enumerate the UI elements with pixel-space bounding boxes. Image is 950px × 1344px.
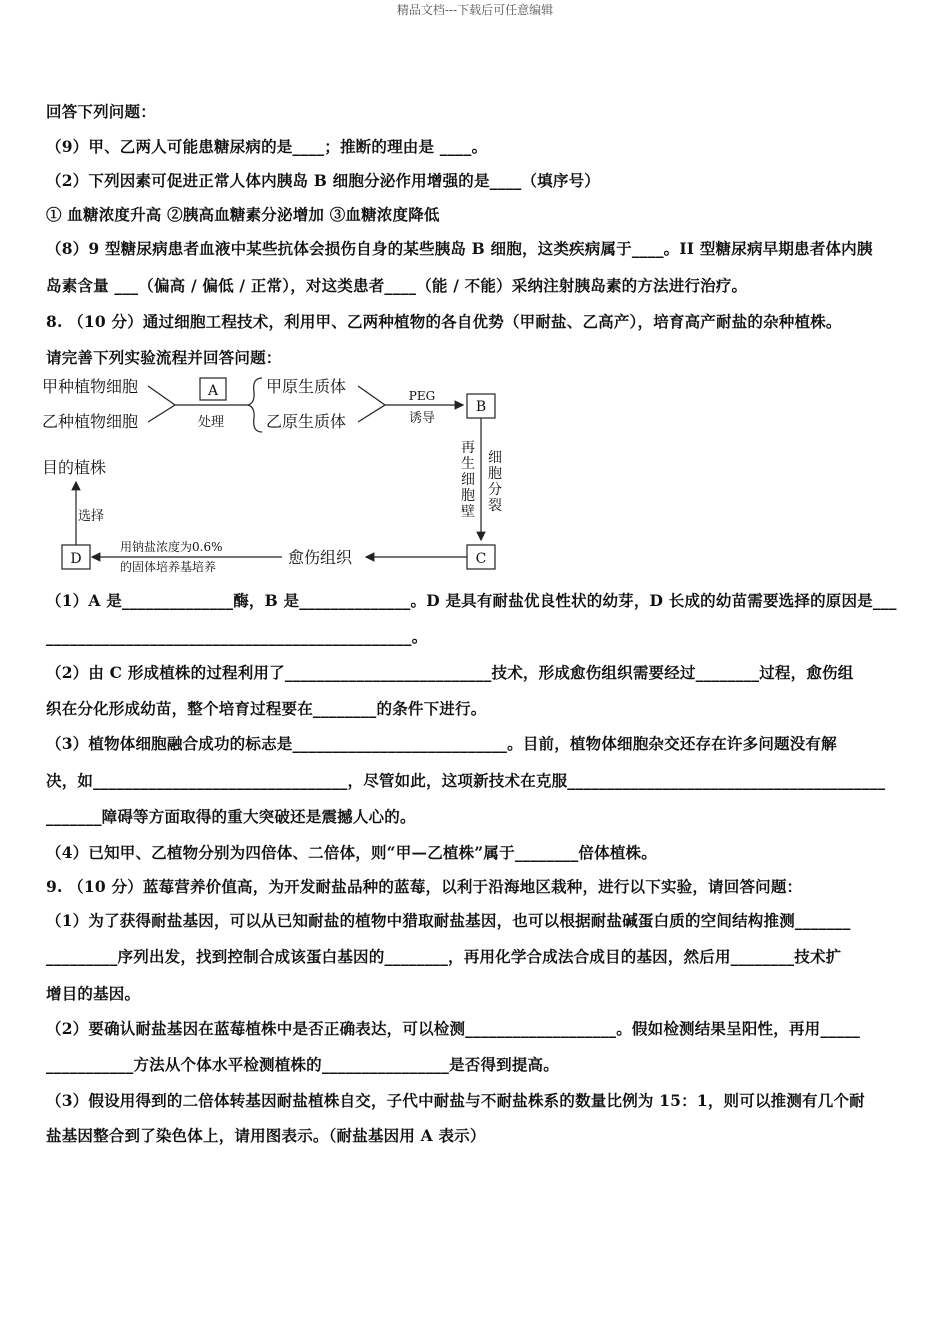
vertical-char: 分 [488, 482, 502, 498]
vertical-char: 生 [461, 456, 475, 472]
text-line: （2）由 C 形成植株的过程利用了__________________________技术，形成愈伤组织需要经过________过程，愈伤组 [46, 663, 854, 682]
cell-division-label [488, 450, 502, 514]
text-line: （8）9 型糖尿病患者血液中某些抗体会损伤自身的某些胰岛 B 细胞，这类疾病属于____。II 型糖尿病早期患者体内胰 [46, 239, 873, 258]
text-line: ______________________________________________。 [46, 627, 428, 646]
text-line: 织在分化形成幼苗，整个培育过程要在________的条件下进行。 [46, 699, 487, 718]
vertical-char: 细 [461, 472, 475, 488]
box-d-label: D [70, 551, 82, 567]
text-line: 决，如________________________________，尽管如此，这项新技术在克服________________________________________ [46, 771, 886, 790]
vertical-char: 细 [488, 450, 502, 466]
text-line: （4）已知甲、乙植物分别为四倍体、二倍体，则“甲—乙植株”属于________倍体植株。 [46, 843, 657, 862]
medium-label-1: 用钠盐浓度为0.6% [120, 540, 223, 554]
page-header: 精品文档---下载后可任意编辑 [396, 3, 554, 17]
regenerate-cell-wall-label [461, 440, 475, 520]
text-line: _________序列出发，找到控制合成该蛋白基因的________，再用化学合成法合成目的基因，然后用________技术扩 [46, 947, 842, 966]
text-line: 盐基因整合到了染色体上，请用图表示。（耐盐基因用 A 表示） [46, 1126, 486, 1145]
plant-a-cells: 甲种植物细胞 [42, 377, 139, 396]
box-b-label: B [475, 399, 487, 415]
induce-label: 诱导 [408, 411, 436, 426]
text-line: 8. （10 分）通过细胞工程技术，利用甲、乙两种植物的各自优势（甲耐盐、乙高产），培育高产耐盐的杂种植株。 [46, 312, 842, 331]
vertical-char: 胞 [488, 466, 502, 482]
experiment-flow-diagram [40, 370, 510, 585]
text-line: 岛素含量 ___（偏高 / 偏低 / 正常），对这类患者____（能 / 不能）采纳注射胰岛素的方法进行治疗。 [46, 276, 748, 295]
text-line: 9. （10 分）蓝莓营养价值高，为开发耐盐品种的蓝莓，以利于沿海地区栽种，进行以下实验，请回答问题： [46, 877, 803, 896]
text-line: 增目的基因。 [46, 984, 141, 1003]
text-line: （2）下列因素可促进正常人体内胰岛 B 细胞分泌作用增强的是____（填序号） [46, 171, 600, 190]
box-c-label: C [475, 551, 487, 567]
text-line: 请完善下列实验流程并回答问题： [46, 348, 282, 367]
target-plant-label: 目的植株 [42, 458, 107, 477]
text-line: （9）甲、乙两人可能患糖尿病的是____；推断的理由是 ____。 [46, 137, 488, 156]
vertical-char: 裂 [488, 498, 502, 514]
vertical-char: 胞 [461, 488, 475, 504]
treat-label: 处理 [197, 415, 225, 430]
vertical-char: 壁 [461, 504, 475, 520]
text-line: （3）植物体细胞融合成功的标志是___________________________。目前，植物体细胞杂交还存在许多问题没有解 [46, 734, 837, 753]
text-line: ___________方法从个体水平检测植株的________________是否得到提高。 [46, 1055, 559, 1074]
text-line: （1）为了获得耐盐基因，可以从已知耐盐的植物中猎取耐盐基因，也可以根据耐盐碱蛋白质的空间结构推测_______ [46, 911, 851, 930]
text-line: _______障碍等方面取得的重大突破还是震撼人心的。 [46, 807, 416, 826]
medium-label-2: 的固体培养基培养 [120, 560, 217, 574]
text-line: ① 血糖浓度升高 ②胰高血糖素分泌增加 ③血糖浓度降低 [46, 205, 440, 224]
text-line: （1）A 是______________酶，B 是______________。D 是具有耐盐优良性状的幼芽，D 长成的幼苗需要选择的原因是___ [46, 591, 897, 610]
peg-label: PEG [408, 389, 436, 403]
text-line: （3）假设用得到的二倍体转基因耐盐植株自交，子代中耐盐与不耐盐株系的数量比例为 15：1，则可以推测有几个耐 [46, 1091, 865, 1110]
select-label: 选择 [78, 509, 105, 524]
callus-label: 愈伤组织 [288, 548, 353, 567]
protoplast-b: 乙原生质体 [266, 412, 347, 431]
vertical-char: 再 [461, 440, 475, 456]
plant-b-cells: 乙种植物细胞 [42, 412, 139, 431]
protoplast-a: 甲原生质体 [266, 377, 347, 396]
box-a-label: A [207, 383, 219, 399]
text-line: （2）要确认耐盐基因在蓝莓植株中是否正确表达，可以检测___________________。假如检测结果呈阳性，再用_____ [46, 1019, 861, 1038]
text-line: 回答下列问题： [46, 102, 156, 121]
